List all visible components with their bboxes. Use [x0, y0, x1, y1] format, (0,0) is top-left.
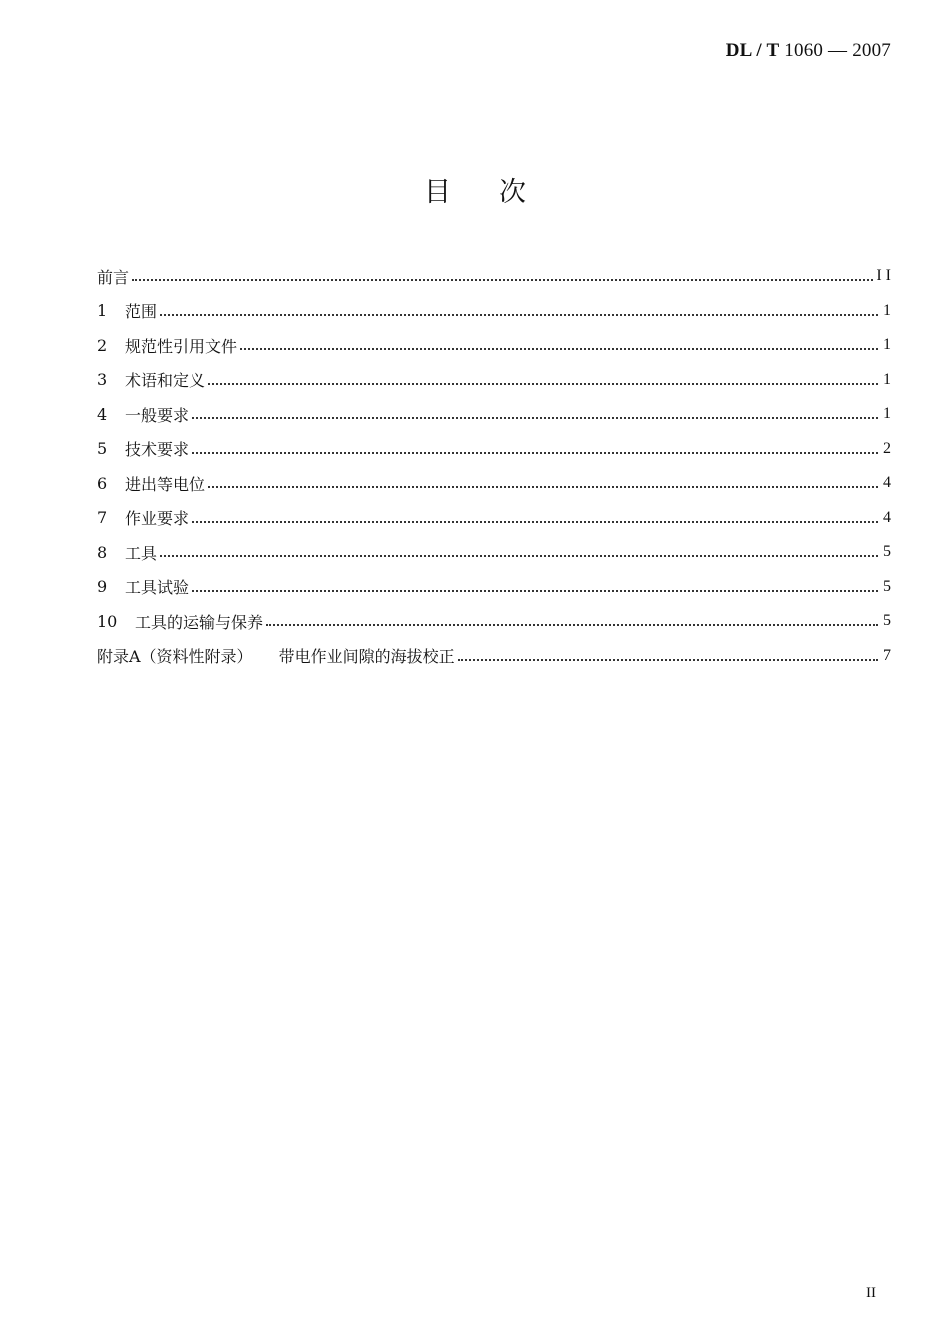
toc-entry-2[interactable]	[97, 328, 891, 363]
toc-entry-8[interactable]	[97, 535, 891, 570]
toc-number: 5	[97, 439, 108, 459]
toc-label: 技术要求	[125, 440, 190, 460]
toc-leader-dots	[192, 417, 878, 419]
table-of-contents	[97, 259, 891, 673]
toc-leader-dots	[192, 590, 878, 592]
toc-appendix-title: 带电作业间隙的海拔校正	[278, 647, 455, 667]
toc-entry-5[interactable]	[97, 432, 891, 467]
toc-number: 7	[97, 508, 108, 528]
toc-appendix-prefix: 附录A（资料性附录）	[97, 647, 253, 667]
toc-page-number: 5	[883, 577, 891, 595]
toc-leader-dots	[160, 314, 878, 316]
footer-page-number: II	[866, 1285, 876, 1301]
toc-page-number: I I	[876, 267, 891, 285]
toc-label: 前言	[97, 267, 130, 287]
toc-page-number: 4	[883, 474, 891, 492]
toc-number: 10	[97, 611, 118, 631]
toc-entry-3[interactable]	[97, 363, 891, 398]
toc-page-number: 1	[883, 301, 891, 319]
toc-leader-dots	[192, 521, 878, 523]
toc-page-number: 5	[883, 612, 891, 630]
toc-label: 范围	[125, 302, 158, 322]
toc-entry-foreword[interactable]	[97, 259, 891, 294]
toc-page-number: 2	[883, 439, 891, 457]
toc-leader-dots	[266, 624, 878, 626]
toc-number: 3	[97, 370, 108, 390]
toc-label: 工具	[125, 543, 158, 563]
toc-number: 6	[97, 473, 108, 493]
toc-leader-dots	[132, 279, 873, 281]
toc-label: 术语和定义	[125, 371, 206, 391]
toc-page-number: 1	[883, 405, 891, 423]
toc-page-number: 4	[883, 508, 891, 526]
toc-leader-dots	[192, 452, 878, 454]
toc-leader-dots	[458, 659, 878, 661]
toc-page-number: 1	[883, 336, 891, 354]
toc-leader-dots	[160, 555, 878, 557]
toc-label: 作业要求	[125, 509, 190, 529]
toc-label: 一般要求	[125, 405, 190, 425]
toc-entry-1[interactable]	[97, 294, 891, 329]
toc-entry-appendix-a[interactable]	[97, 639, 891, 674]
toc-entry-9[interactable]	[97, 570, 891, 605]
toc-number: 9	[97, 577, 108, 597]
toc-entry-7[interactable]	[97, 501, 891, 536]
toc-leader-dots	[240, 348, 878, 350]
toc-label-appendix	[97, 644, 455, 667]
standard-prefix: DL / T	[725, 40, 780, 61]
toc-leader-dots	[208, 486, 878, 488]
toc-page-number: 1	[883, 370, 891, 388]
toc-number: 1	[97, 301, 108, 321]
standard-code	[726, 40, 891, 62]
toc-leader-dots	[208, 383, 878, 385]
toc-label: 进出等电位	[125, 474, 206, 494]
toc-entry-4[interactable]	[97, 397, 891, 432]
toc-entry-6[interactable]	[97, 466, 891, 501]
toc-number: 4	[97, 404, 108, 424]
toc-label: 工具试验	[125, 578, 190, 598]
toc-label: 规范性引用文件	[125, 336, 238, 356]
standard-number: 1060 — 2007	[784, 40, 891, 61]
toc-number: 8	[97, 542, 108, 562]
toc-page-number: 5	[883, 543, 891, 561]
toc-label: 工具的运输与保养	[135, 612, 264, 632]
toc-number: 2	[97, 335, 108, 355]
page-title: 目次	[424, 177, 574, 208]
toc-page-number: 7	[883, 646, 891, 664]
toc-entry-10[interactable]	[97, 604, 891, 639]
